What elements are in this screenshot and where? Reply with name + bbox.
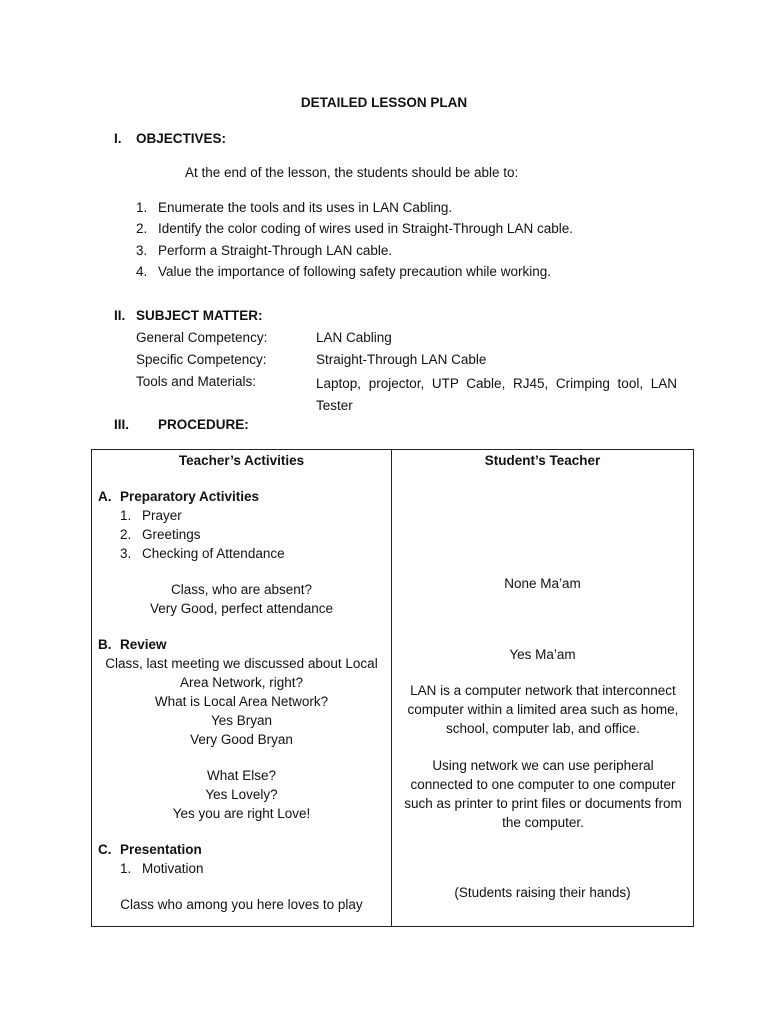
- objective-item: Identify the color coding of wires used in Straight-Through LAN cable.: [158, 221, 573, 236]
- section-title: Preparatory Activities: [120, 489, 260, 504]
- teacher-activities-header: Teacher’s Activities: [178, 453, 305, 468]
- objective-number: 3.: [136, 243, 148, 258]
- student-response: LAN is a computer network that interconnect computer within a limited area such as home, school, computer lab, and office.: [407, 683, 679, 736]
- procedure-heading: PROCEDURE:: [158, 417, 249, 432]
- objective-number: 4.: [136, 264, 148, 279]
- teacher-line: Very Good, perfect attendance: [149, 601, 334, 616]
- student-response: Yes Ma’am: [509, 647, 576, 662]
- section-title: Review: [120, 637, 167, 652]
- list-item: Prayer: [142, 508, 182, 523]
- list-item: Motivation: [142, 861, 204, 876]
- teacher-line: Class, last meeting we discussed about Local: [105, 656, 378, 671]
- objective-item: Enumerate the tools and its uses in LAN Cabling.: [158, 200, 453, 215]
- teacher-line: Class who among you here loves to play: [120, 897, 363, 912]
- subject-matter-heading: SUBJECT MATTER:: [136, 308, 263, 323]
- student-teacher-header: Student’s Teacher: [484, 453, 601, 468]
- list-item: Checking of Attendance: [142, 546, 285, 561]
- objective-item: Value the importance of following safety precaution while working.: [158, 264, 551, 279]
- list-number: 3.: [120, 546, 132, 561]
- objective-number: 1.: [136, 200, 148, 215]
- student-response: None Ma’am: [504, 576, 581, 591]
- subject-label: General Competency:: [136, 330, 268, 345]
- student-response: (Students raising their hands): [454, 885, 631, 900]
- subject-value: LAN Cabling: [316, 330, 392, 345]
- objectives-heading: OBJECTIVES:: [136, 131, 227, 146]
- teacher-line: Yes Lovely?: [205, 787, 278, 802]
- section-letter: A.: [98, 489, 112, 504]
- objective-number: 2.: [136, 221, 148, 236]
- table-column-divider: [391, 449, 392, 927]
- subject-matter-numeral: II.: [114, 308, 126, 323]
- teacher-line: Yes you are right Love!: [172, 806, 311, 821]
- teacher-line: What is Local Area Network?: [154, 694, 329, 709]
- teacher-line: Class, who are absent?: [170, 582, 313, 597]
- subject-label: Specific Competency:: [136, 352, 267, 367]
- objective-item: Perform a Straight-Through LAN cable.: [158, 243, 393, 258]
- section-letter: C.: [98, 842, 112, 857]
- section-letter: B.: [98, 637, 112, 652]
- subject-value: Laptop, projector, UTP Cable, RJ45, Crimping tool, LAN Tester: [316, 376, 677, 413]
- list-number: 2.: [120, 527, 132, 542]
- list-number: 1.: [120, 861, 132, 876]
- teacher-line: Area Network, right?: [179, 675, 304, 690]
- procedure-numeral: III.: [114, 417, 130, 432]
- subject-value: Straight-Through LAN Cable: [316, 352, 487, 367]
- objectives-intro: At the end of the lesson, the students should be able to:: [185, 165, 519, 180]
- teacher-line: Very Good Bryan: [190, 732, 293, 747]
- student-response: Using network we can use peripheral connected to one computer to one computer such as printer to print files or documents from the computer.: [404, 758, 682, 830]
- teacher-line: What Else?: [206, 768, 277, 783]
- teacher-line: Yes Bryan: [210, 713, 273, 728]
- subject-label: Tools and Materials:: [136, 374, 257, 389]
- page-title: DETAILED LESSON PLAN: [300, 95, 468, 110]
- section-title: Presentation: [120, 842, 202, 857]
- list-item: Greetings: [142, 527, 201, 542]
- list-number: 1.: [120, 508, 132, 523]
- objectives-numeral: I.: [114, 131, 122, 146]
